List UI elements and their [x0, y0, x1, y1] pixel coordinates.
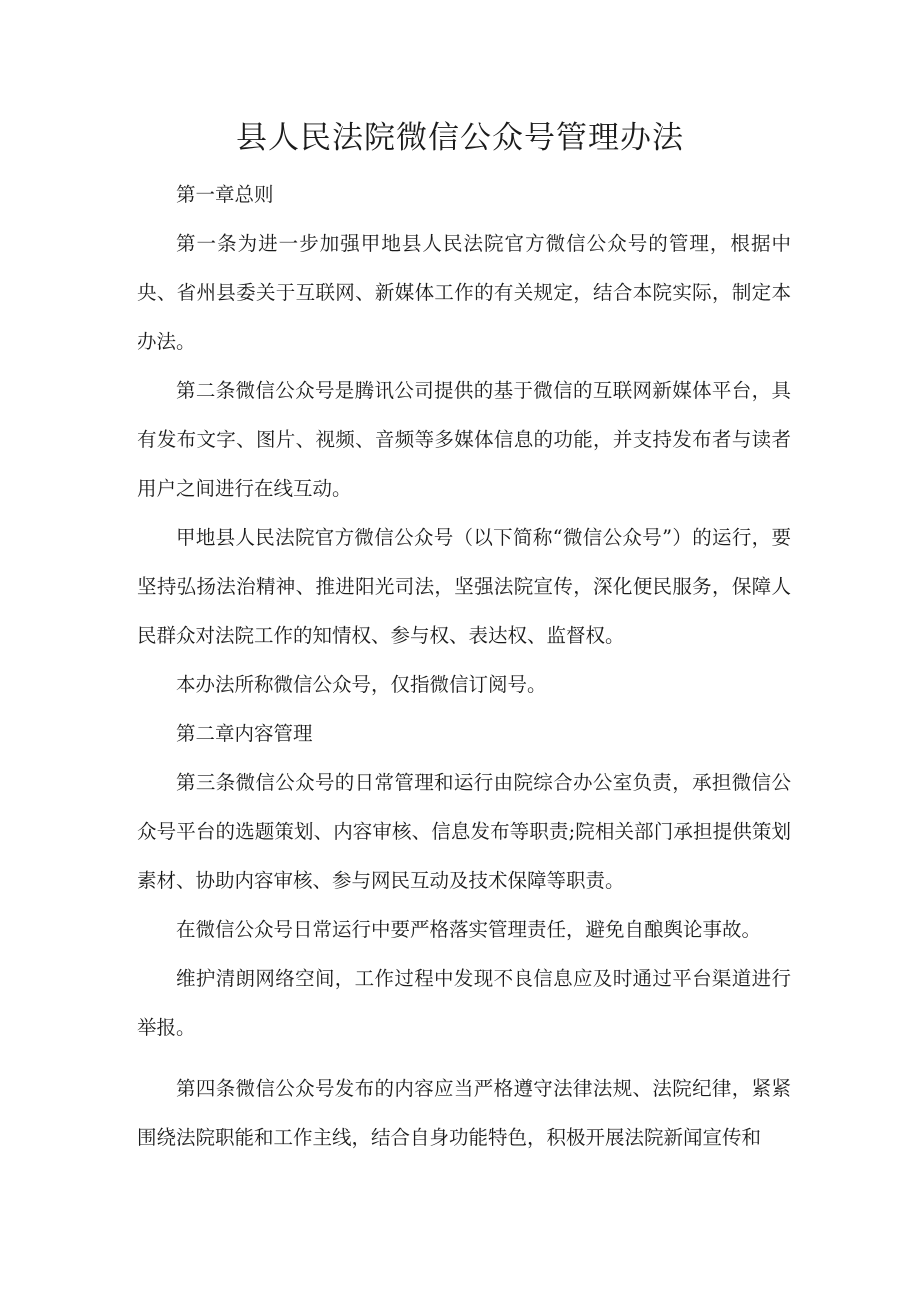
- paragraph: 第二条微信公众号是腾讯公司提供的基于微信的互联网新媒体平台，具有发布文字、图片、视频、音频等多媒体信息的功能，并支持发布者与读者用户之间进行在线互动。: [137, 379, 791, 500]
- paragraph: 甲地县人民法院官方微信公众号（以下简称“微信公众号”）的运行，要坚持弘扬法治精神、推进阳光司法，坚强法院宣传，深化便民服务，保障人民群众对法院工作的知情权、参与权、表达权、监督权。: [137, 526, 791, 647]
- paragraph: 本办法所称微信公众号，仅指微信订阅号。: [176, 673, 547, 696]
- paragraph: 第三条微信公众号的日常管理和运行由院综合办公室负责，承担微信公众号平台的选题策划、内容审核、信息发布等职责;院相关部门承担提供策划素材、协助内容审核、参与网民互动及技术保障等职责。: [137, 771, 791, 892]
- paragraph: 在微信公众号日常运行中要严格落实管理责任，避免自酿舆论事故。: [176, 918, 762, 941]
- document-body: [137, 170, 791, 1162]
- chapter-heading: 第二章内容管理: [176, 722, 313, 745]
- paragraph: 第一条为进一步加强甲地县人民法院官方微信公众号的管理，根据中央、省州县委关于互联网、新媒体工作的有关规定，结合本院实际，制定本办法。: [137, 232, 791, 353]
- document-title: 县人民法院微信公众号管理办法: [236, 120, 684, 156]
- paragraph: 维护清朗网络空间，工作过程中发现不良信息应及时通过平台渠道进行举报。: [137, 967, 791, 1039]
- chapter-heading: 第一章总则: [176, 183, 274, 206]
- paragraph: 第四条微信公众号发布的内容应当严格遵守法律法规、法院纪律，紧紧围绕法院职能和工作主线，结合自身功能特色，积极开展法院新闻宣传和: [137, 1077, 791, 1149]
